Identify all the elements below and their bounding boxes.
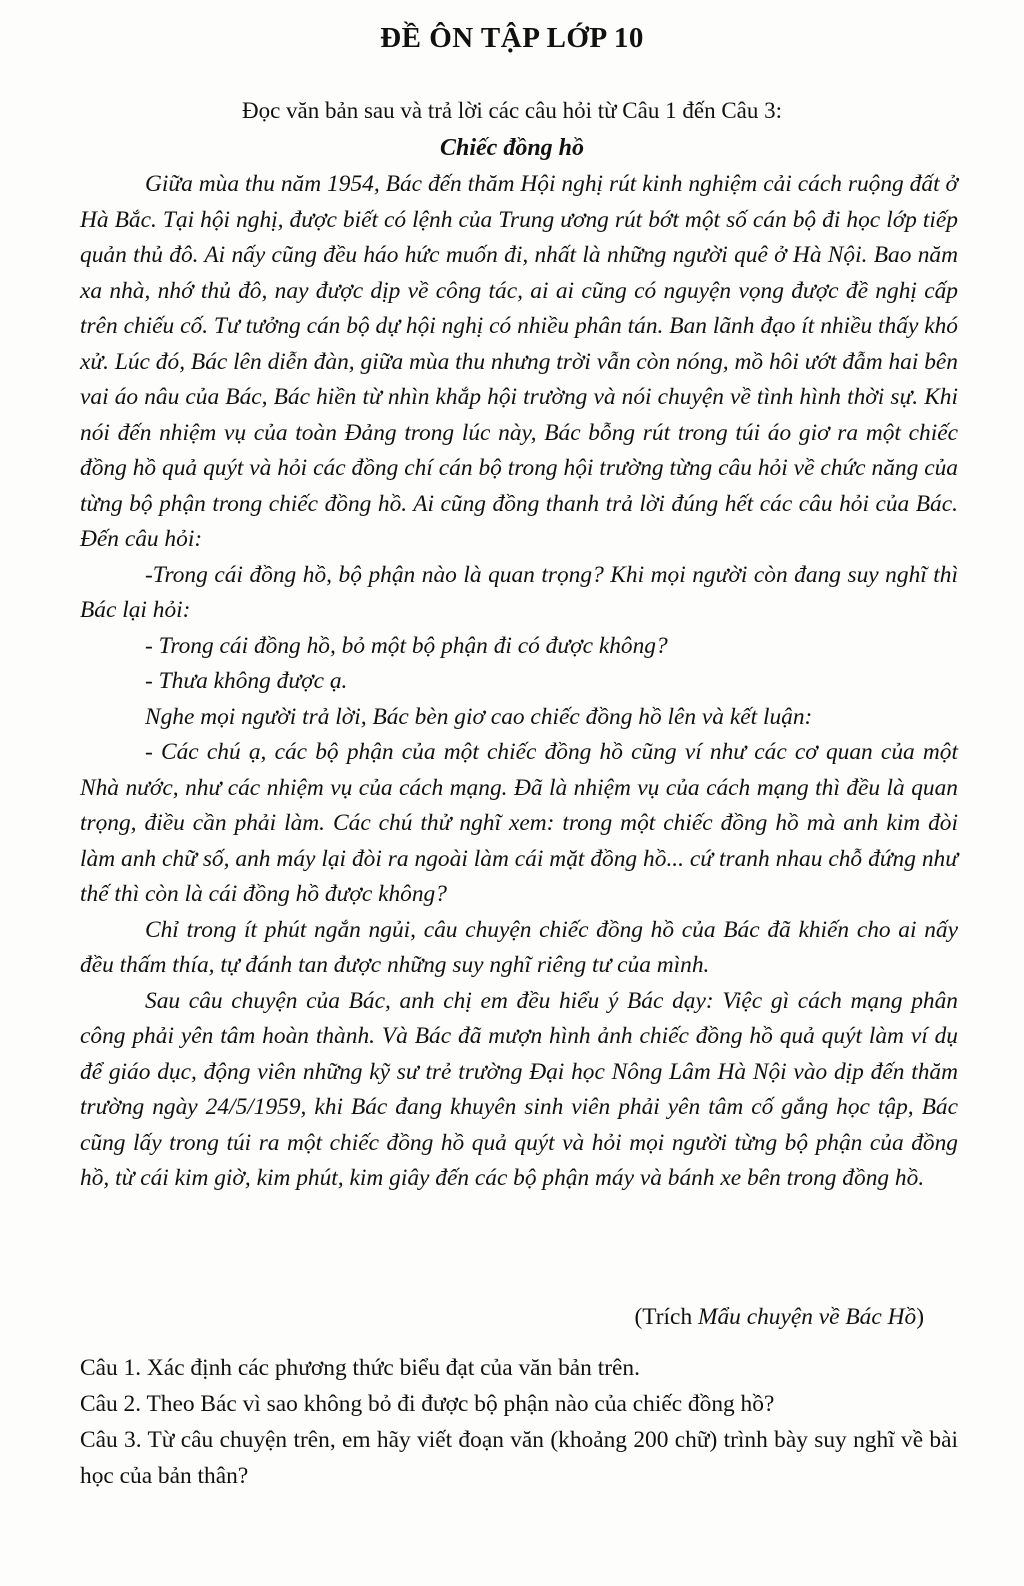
question-1: Câu 1. Xác định các phương thức biểu đạt của văn bản trên. bbox=[80, 1355, 640, 1381]
story-paragraph: - Thưa không được ạ. bbox=[145, 668, 348, 694]
story-paragraph: Giữa mùa thu năm 1954, Bác đến thăm Hội nghị rút kinh nghiệm cải cách ruộng đất ở Hà Bắc. Tại hội nghị, được biết có lệnh của Trung ương rút bớt một số cán bộ đi học lớp tiếp quản thủ đô. Ai nấy cũng đều háo hức muốn đi, nhất là những người quê ở Hà Nội. Bao năm xa nhà, nhớ thủ đô, nay được dịp về công tác, ai ai cũng có nguyện vọng được đề nghị cấp trên chiếu cố. Tư tưởng cán bộ dự hội nghị có nhiều phân tán. Ban lãnh đạo ít nhiều thấy khó xử. Lúc đó, Bác lên diễn đàn, giữa mùa thu nhưng trời vẫn còn nóng, mồ hôi ướt đẫm hai bên vai áo nâu của Bác, Bác hiền từ nhìn khắp hội trường và nói chuyện về tình hình thời sự. Khi nói đến nhiệm vụ của toàn Đảng trong lúc này, Bác bỗng rút trong túi áo giơ ra một chiếc đồng hồ quả quýt và hỏi các đồng chí cán bộ trong hội trường từng câu hỏi về chức năng của từng bộ phận trong chiếc đồng hồ. Ai cũng đồng thanh trả lời đúng hết các câu hỏi của Bác. Đến câu hỏi: bbox=[80, 171, 958, 552]
story-text bbox=[80, 167, 958, 1197]
story-paragraph: Sau câu chuyện của Bác, anh chị em đều hiểu ý Bác dạy: Việc gì cách mạng phân công phải yên tâm hoàn thành. Và Bác đã mượn hình ảnh chiếc đồng hồ quả quýt làm ví dụ để giáo dục, động viên những kỹ sư trẻ trường Đại học Nông Lâm Hà Nội vào dịp đến thăm trường ngày 24/5/1959, khi Bác đang khuyên sinh viên phải yên tâm cố gắng học tập, Bác cũng lấy trong túi ra một chiếc đồng hồ quả quýt và hỏi mọi người từng bộ phận của đồng hồ, từ cái kim giờ, kim phút, kim giây đến các bộ phận máy và bánh xe bên trong đồng hồ. bbox=[80, 987, 958, 1191]
source-work-title: Mẩu chuyện về Bác Hồ bbox=[697, 1304, 917, 1330]
story-paragraph: Nghe mọi người trả lời, Bác bèn giơ cao chiếc đồng hồ lên và kết luận: bbox=[145, 703, 813, 730]
story-paragraph: - Các chú ạ, các bộ phận của một chiếc đồng hồ cũng ví như các cơ quan của một Nhà nước, như các nhiệm vụ của cách mạng. Đã là nhiệm vụ của cách mạng thì đều là quan trọng, điều cần phải làm. Các chú thử nghĩ xem: trong một chiếc đồng hồ mà anh kim đòi làm anh chữ số, anh máy lại đòi ra ngoài làm cái mặt đồng hồ... cứ tranh nhau chỗ đứng như thế thì còn là cái đồng hồ được không? bbox=[80, 739, 958, 907]
source-prefix: (Trích bbox=[634, 1304, 698, 1330]
exam-title: ĐỀ ÔN TẬP LỚP 10 bbox=[380, 22, 644, 54]
story-paragraph: -Trong cái đồng hồ, bộ phận nào là quan trọng? Khi mọi người còn đang suy nghĩ thì Bác lại hỏi: bbox=[80, 561, 958, 623]
story-paragraph: Chỉ trong ít phút ngắn ngủi, câu chuyện chiếc đồng hồ của Bác đã khiến cho ai nấy đều thấm thía, tự đánh tan được những suy nghĩ riêng tư của mình. bbox=[80, 916, 958, 978]
reading-instruction: Đọc văn bản sau và trả lời các câu hỏi từ Câu 1 đến Câu 3: bbox=[241, 98, 783, 123]
source-suffix: ) bbox=[916, 1304, 924, 1330]
questions-list bbox=[80, 1350, 958, 1494]
question-2: Câu 2. Theo Bác vì sao không bỏ đi được bộ phận nào của chiếc đồng hồ? bbox=[80, 1391, 775, 1417]
question-3: Câu 3. Từ câu chuyện trên, em hãy viết đoạn văn (khoảng 200 chữ) trình bày suy nghĩ về bài học của bản thân? bbox=[80, 1427, 958, 1489]
story-title: Chiếc đồng hồ bbox=[439, 135, 585, 161]
source-citation bbox=[635, 1304, 924, 1331]
story-paragraph: - Trong cái đồng hồ, bỏ một bộ phận đi có được không? bbox=[145, 632, 668, 659]
